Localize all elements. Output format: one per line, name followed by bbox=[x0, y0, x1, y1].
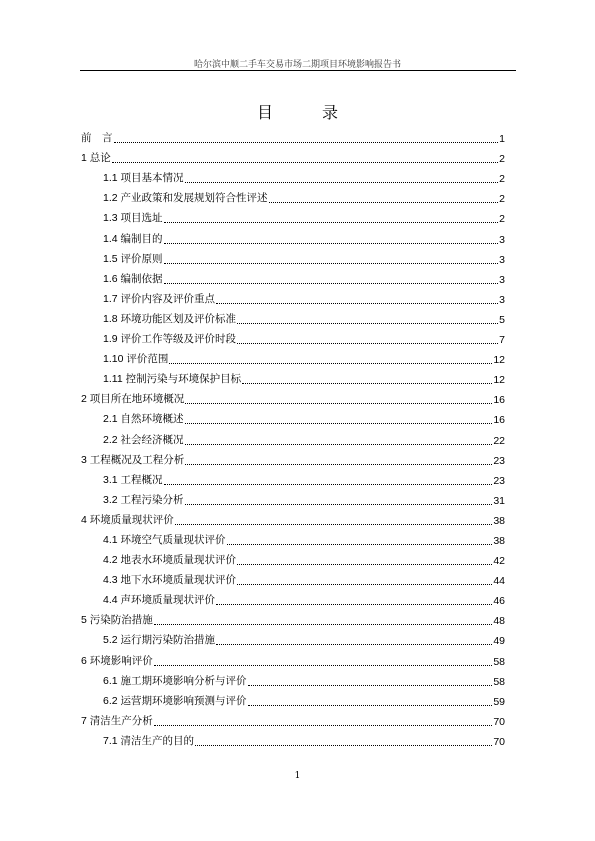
toc-entry-page: 70 bbox=[493, 715, 505, 728]
toc-entry[interactable] bbox=[81, 366, 505, 386]
toc-leader-dots bbox=[164, 253, 499, 264]
toc-leader-dots bbox=[154, 715, 493, 726]
toc-entry-label: 3.1 工程概况 bbox=[103, 473, 163, 486]
toc-entry[interactable] bbox=[81, 607, 505, 627]
toc-entry-label: 1.3 项目选址 bbox=[103, 212, 163, 225]
toc-leader-dots bbox=[154, 614, 493, 625]
toc-leader-dots bbox=[216, 293, 498, 304]
toc-entry-page: 2 bbox=[499, 213, 505, 226]
toc-entry-label: 1.10 评价范围 bbox=[103, 353, 169, 366]
toc-entry-page: 44 bbox=[493, 575, 505, 588]
toc-entry[interactable] bbox=[81, 286, 505, 306]
toc-entry[interactable] bbox=[81, 708, 505, 728]
toc-entry-label: 4.4 声环境质量现状评价 bbox=[103, 594, 216, 607]
toc-entry[interactable] bbox=[81, 507, 505, 527]
toc-leader-dots bbox=[164, 233, 499, 244]
table-of-contents bbox=[81, 125, 505, 748]
toc-entry-page: 58 bbox=[493, 675, 505, 688]
toc-entry-page: 7 bbox=[499, 334, 505, 347]
toc-entry[interactable] bbox=[81, 547, 505, 567]
toc-leader-dots bbox=[242, 373, 492, 384]
toc-entry-label: 4.2 地表水环境质量现状评价 bbox=[103, 554, 237, 567]
toc-entry[interactable] bbox=[81, 487, 505, 507]
toc-entry-page: 58 bbox=[493, 655, 505, 668]
toc-entry[interactable] bbox=[81, 467, 505, 487]
toc-entry[interactable] bbox=[81, 627, 505, 647]
toc-entry-page: 48 bbox=[493, 615, 505, 628]
toc-entry-label: 1.2 产业政策和发展规划符合性评述 bbox=[103, 192, 268, 205]
toc-entry[interactable] bbox=[81, 386, 505, 406]
toc-entry-page: 2 bbox=[499, 193, 505, 206]
toc-leader-dots bbox=[248, 695, 493, 706]
toc-entry-page: 1 bbox=[499, 133, 505, 146]
toc-entry[interactable] bbox=[81, 165, 505, 185]
toc-leader-dots bbox=[216, 594, 492, 605]
toc-entry-page: 3 bbox=[499, 233, 505, 246]
toc-entry-page: 16 bbox=[493, 414, 505, 427]
toc-entry-label: 5.2 运行期污染防治措施 bbox=[103, 634, 216, 647]
toc-entry[interactable] bbox=[81, 426, 505, 446]
toc-entry-page: 31 bbox=[493, 494, 505, 507]
toc-entry[interactable] bbox=[81, 346, 505, 366]
toc-entry-label: 1.8 环境功能区划及评价标准 bbox=[103, 312, 237, 325]
toc-entry[interactable] bbox=[81, 728, 505, 748]
toc-leader-dots bbox=[164, 273, 499, 284]
toc-leader-dots bbox=[185, 393, 492, 404]
toc-entry-page: 59 bbox=[493, 695, 505, 708]
toc-entry-label: 4 环境质量现状评价 bbox=[81, 513, 174, 526]
toc-leader-dots bbox=[237, 333, 498, 344]
toc-leader-dots bbox=[185, 413, 493, 424]
toc-entry[interactable] bbox=[81, 406, 505, 426]
toc-entry-label: 1 总论 bbox=[81, 152, 111, 165]
toc-entry-page: 23 bbox=[493, 454, 505, 467]
toc-entry-label: 前 言 bbox=[81, 132, 113, 145]
toc-entry-page: 38 bbox=[493, 514, 505, 527]
toc-entry[interactable] bbox=[81, 205, 505, 225]
toc-leader-dots bbox=[164, 212, 499, 223]
toc-entry-label: 2.2 社会经济概况 bbox=[103, 433, 184, 446]
toc-leader-dots bbox=[175, 514, 493, 525]
toc-entry[interactable] bbox=[81, 527, 505, 547]
toc-leader-dots bbox=[114, 132, 499, 143]
toc-leader-dots bbox=[195, 735, 492, 746]
toc-entry-page: 3 bbox=[499, 293, 505, 306]
toc-entry-label: 1.7 评价内容及评价重点 bbox=[103, 292, 216, 305]
toc-entry-label: 7.1 清洁生产的目的 bbox=[103, 734, 195, 747]
toc-leader-dots bbox=[237, 554, 492, 565]
toc-entry-page: 23 bbox=[493, 474, 505, 487]
toc-entry-label: 1.4 编制目的 bbox=[103, 232, 163, 245]
toc-entry-label: 3 工程概况及工程分析 bbox=[81, 453, 185, 466]
toc-entry-label: 1.1 项目基本情况 bbox=[103, 172, 184, 185]
toc-entry-page: 5 bbox=[499, 313, 505, 326]
toc-leader-dots bbox=[185, 454, 492, 465]
toc-entry-page: 49 bbox=[493, 635, 505, 648]
toc-leader-dots bbox=[237, 574, 492, 585]
toc-entry-label: 7 清洁生产分析 bbox=[81, 714, 153, 727]
page-title: 目 录 bbox=[256, 103, 361, 122]
toc-entry-page: 46 bbox=[493, 595, 505, 608]
toc-entry-page: 12 bbox=[493, 354, 505, 367]
toc-entry-label: 1.11 控制污染与环境保护目标 bbox=[103, 373, 242, 386]
toc-entry-label: 4.1 环境空气质量现状评价 bbox=[103, 533, 226, 546]
toc-entry[interactable] bbox=[81, 668, 505, 688]
toc-entry-label: 2 项目所在地环境概况 bbox=[81, 393, 185, 406]
toc-leader-dots bbox=[164, 474, 493, 485]
running-header: 哈尔滨中顺二手车交易市场二期项目环境影响报告书 bbox=[193, 60, 401, 70]
toc-leader-dots bbox=[248, 675, 493, 686]
toc-entry-page: 22 bbox=[493, 434, 505, 447]
toc-entry-page: 2 bbox=[499, 153, 505, 166]
toc-entry-page: 16 bbox=[493, 394, 505, 407]
toc-entry-label: 1.5 评价原则 bbox=[103, 252, 163, 265]
toc-entry-label: 6.2 运营期环境影响预测与评价 bbox=[103, 694, 247, 707]
toc-entry-label: 1.9 评价工作等级及评价时段 bbox=[103, 333, 237, 346]
toc-entry[interactable] bbox=[81, 647, 505, 667]
toc-leader-dots bbox=[185, 172, 499, 183]
toc-entry-label: 6.1 施工期环境影响分析与评价 bbox=[103, 674, 247, 687]
toc-entry-label: 1.6 编制依据 bbox=[103, 272, 163, 285]
toc-entry[interactable] bbox=[81, 447, 505, 467]
toc-entry[interactable] bbox=[81, 225, 505, 245]
toc-leader-dots bbox=[237, 313, 498, 324]
toc-entry-label: 2.1 自然环境概述 bbox=[103, 413, 184, 426]
toc-entry[interactable] bbox=[81, 567, 505, 587]
toc-entry-label: 3.2 工程污染分析 bbox=[103, 493, 184, 506]
toc-leader-dots bbox=[185, 434, 493, 445]
header-divider bbox=[80, 70, 516, 71]
toc-entry[interactable] bbox=[81, 688, 505, 708]
toc-entry-page: 42 bbox=[493, 555, 505, 568]
toc-entry[interactable] bbox=[81, 125, 505, 145]
toc-entry-page: 3 bbox=[499, 253, 505, 266]
toc-leader-dots bbox=[185, 494, 493, 505]
toc-entry[interactable] bbox=[81, 266, 505, 286]
toc-entry-page: 2 bbox=[499, 173, 505, 186]
toc-leader-dots bbox=[154, 655, 493, 666]
toc-entry-label: 6 环境影响评价 bbox=[81, 654, 153, 667]
toc-entry[interactable] bbox=[81, 587, 505, 607]
toc-entry[interactable] bbox=[81, 326, 505, 346]
toc-entry-label: 4.3 地下水环境质量现状评价 bbox=[103, 574, 237, 587]
toc-entry-page: 70 bbox=[493, 735, 505, 748]
toc-leader-dots bbox=[269, 192, 499, 203]
toc-leader-dots bbox=[216, 634, 492, 645]
page-number: 1 bbox=[294, 771, 301, 781]
toc-entry-page: 38 bbox=[493, 534, 505, 547]
toc-leader-dots bbox=[227, 534, 493, 545]
toc-leader-dots bbox=[112, 152, 498, 163]
toc-entry[interactable] bbox=[81, 145, 505, 165]
toc-entry[interactable] bbox=[81, 246, 505, 266]
toc-leader-dots bbox=[169, 353, 492, 364]
toc-entry-page: 12 bbox=[493, 374, 505, 387]
toc-entry[interactable] bbox=[81, 185, 505, 205]
toc-entry-label: 5 污染防治措施 bbox=[81, 614, 153, 627]
toc-entry[interactable] bbox=[81, 306, 505, 326]
toc-entry-page: 3 bbox=[499, 273, 505, 286]
